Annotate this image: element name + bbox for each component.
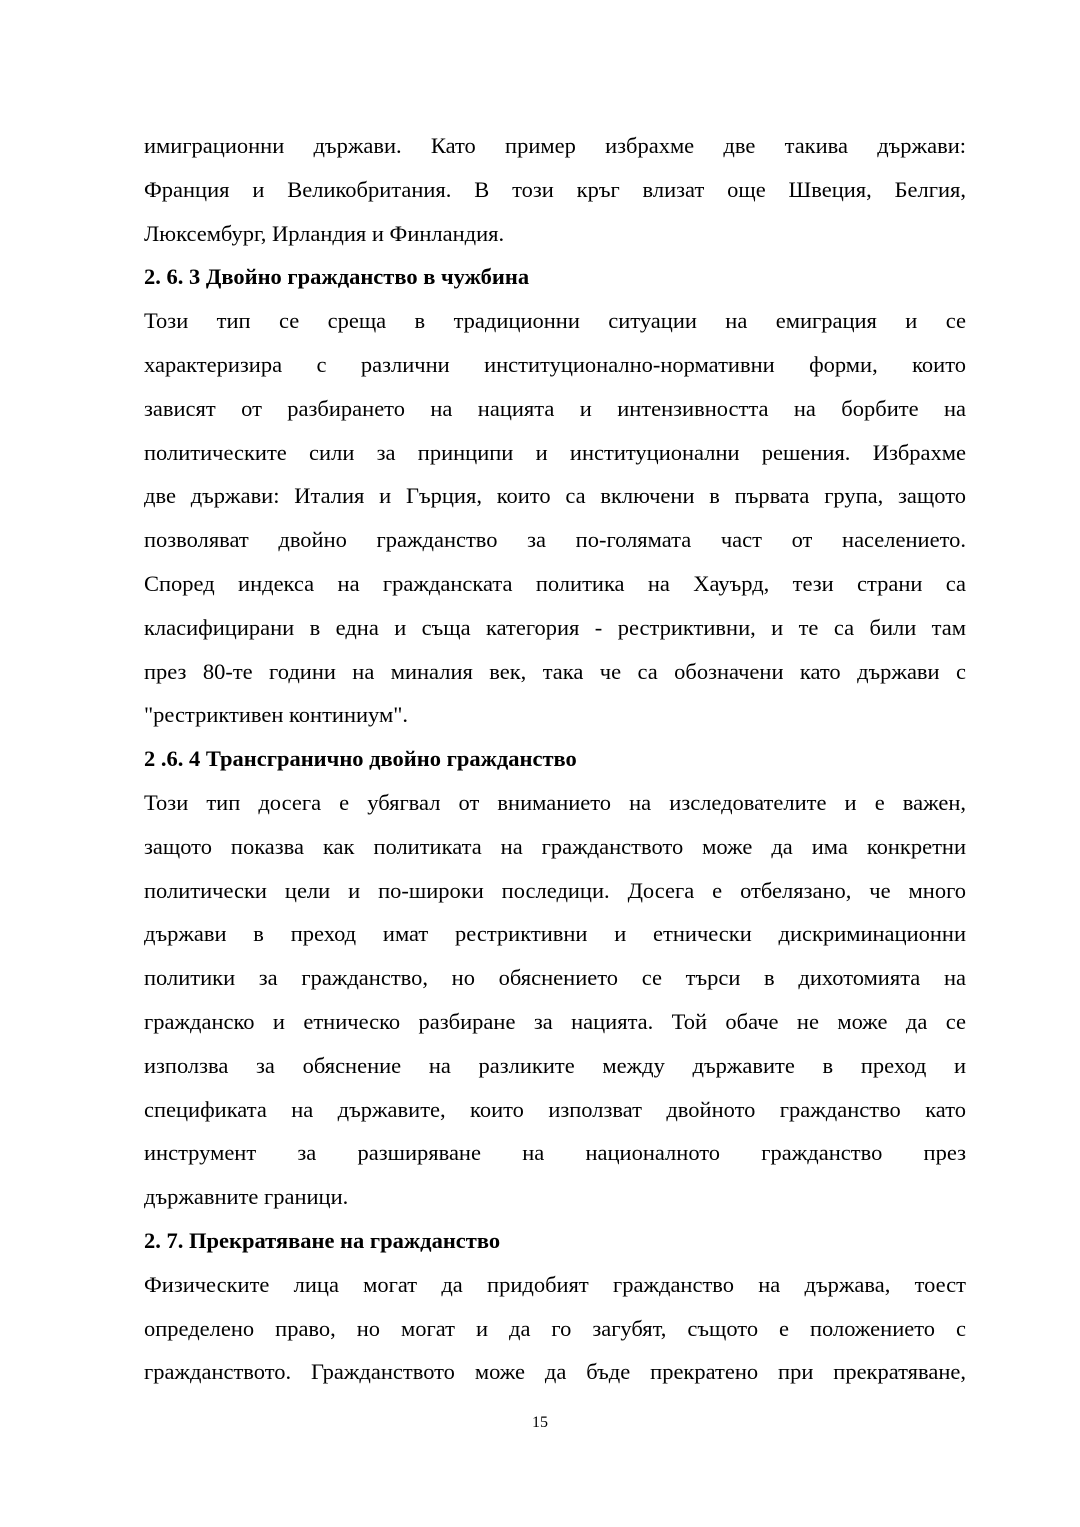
paragraph-line: през 80-те години на миналия век, така че са обозначени като държави с [144,658,966,684]
section-heading-2-7: 2. 7. Прекратяване на гражданство [144,1227,501,1253]
paragraph-line: политическите сили за принципи и институционални решения. Избрахме [144,439,966,465]
paragraph-line: определено право, но могат и да го загубят, същото е положението с [144,1315,966,1341]
paragraph-line: спецификата на държавите, които използват двойното гражданство като [144,1096,966,1122]
paragraph-2 [144,299,966,737]
paragraph-line: гражданско и етническо разбиране за нацията. Той обаче не може да се [144,1008,966,1034]
paragraph-line: политически цели и по-широки последици. Досега е отбелязано, че много [144,877,966,903]
document-page [144,124,966,1394]
paragraph-line: политики за гражданство, но обяснението се търси в дихотомията на [144,965,966,991]
paragraph-1 [144,124,966,255]
paragraph-line: държавните граници. [144,1184,349,1210]
paragraph-line: класифицирани в една и съща категория - рестриктивни, и те са били там [144,614,966,640]
paragraph-line: гражданството. Гражданството може да бъде прекратено при прекратяване, [144,1359,966,1385]
paragraph-line: Люксембург, Ирландия и Финландия. [144,220,505,246]
paragraph-line: Според индекса на гражданската политика на Хауърд, тези страни са [144,570,966,596]
paragraph-line: Франция и Великобритания. В този кръг влизат още Швеция, Белгия, [144,176,966,202]
section-heading-2-6-4: 2 .6. 4 Трансгранично двойно гражданство [144,746,577,772]
paragraph-line: характеризира с различни институционално-нормативни форми, които [144,351,966,377]
paragraph-line: Този тип досега е убягвал от вниманието на изследователите и е важен, [144,789,966,815]
paragraph-line: държави в преход имат рестриктивни и етнически дискриминационни [144,921,966,947]
paragraph-line: използва за обяснение на разликите между държавите в преход и [144,1052,966,1078]
paragraph-line: позволяват двойно гражданство за по-голямата част от населението. [144,527,966,553]
paragraph-line: зависят от разбирането на нацията и интензивността на борбите на [144,395,966,421]
paragraph-4 [144,1263,966,1394]
paragraph-line: защото показва как политиката на гражданството може да има конкретни [144,833,966,859]
paragraph-line: две държави: Италия и Гърция, които са включени в първата група, защото [144,483,966,509]
paragraph-line: Физическите лица могат да придобият гражданство на държава, тоест [144,1271,966,1297]
section-heading-2-6-3: 2. 6. 3 Двойно гражданство в чужбина [144,264,530,290]
paragraph-line: инструмент за разширяване на националното гражданство през [144,1140,966,1166]
paragraph-line: "рестриктивен континиум". [144,702,409,728]
paragraph-line: Този тип се среща в традиционни ситуации на емиграция и се [144,308,966,334]
page-number: 15 [532,1414,548,1431]
paragraph-3 [144,781,966,1219]
paragraph-line: имиграционни държави. Като пример избрахме две такива държави: [144,133,966,158]
